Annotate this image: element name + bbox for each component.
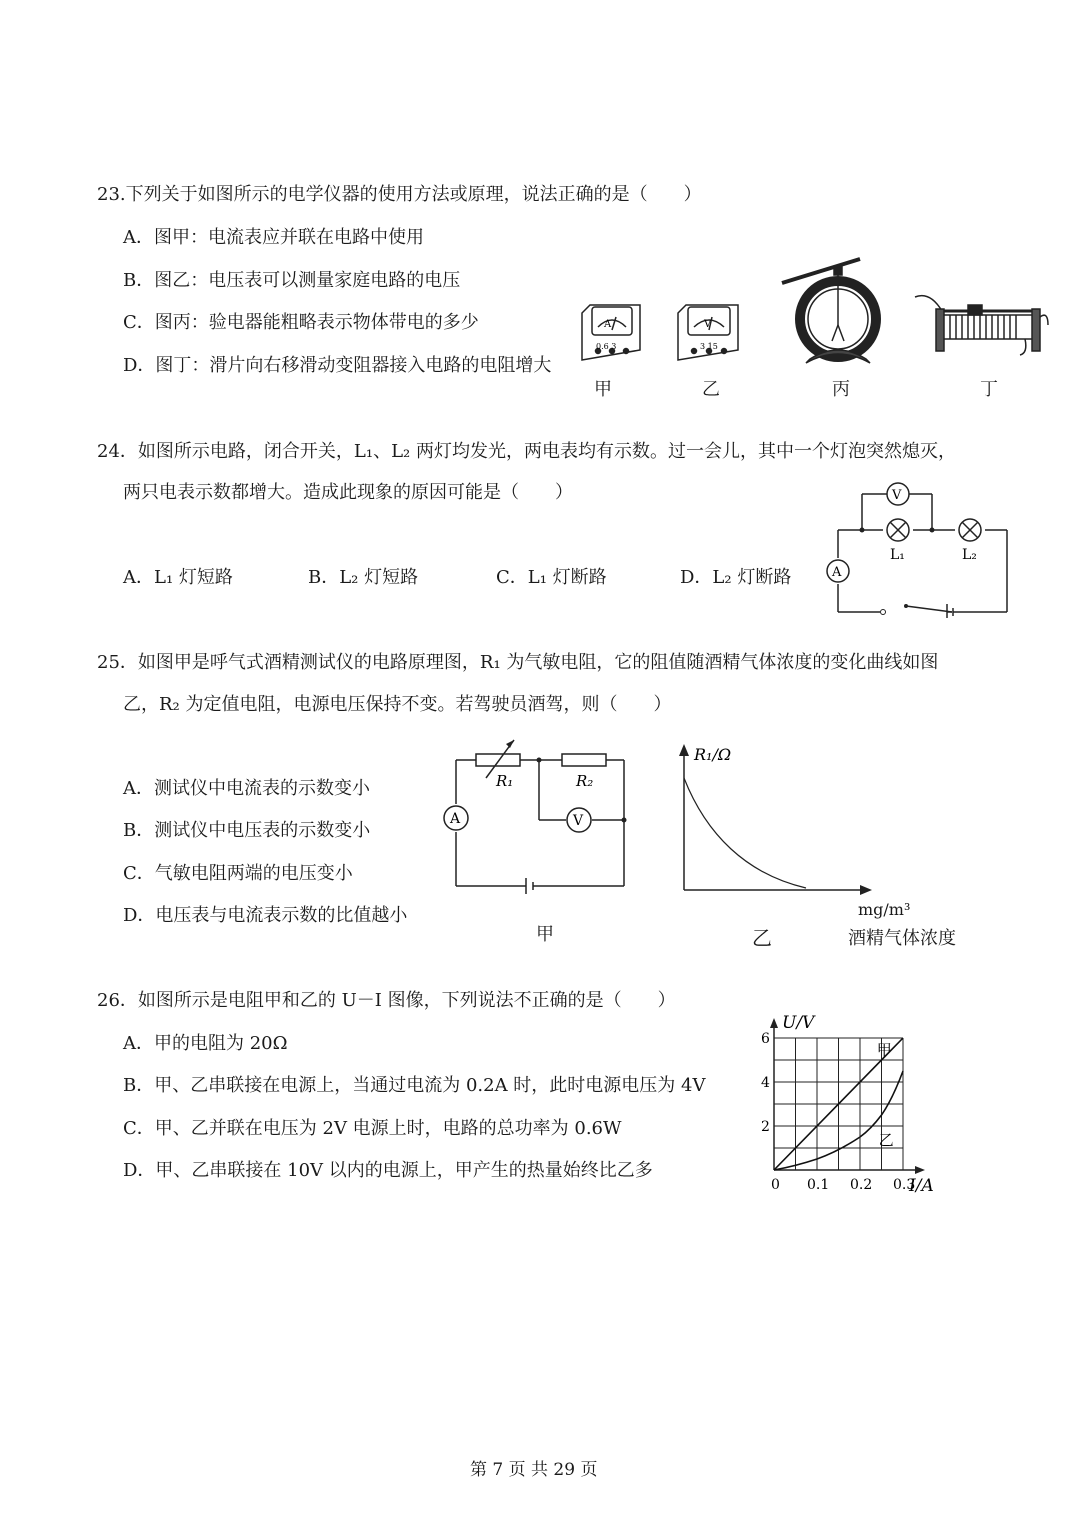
q24-stem-line2: 两只电表示数都增大。造成此现象的原因可能是（ ） bbox=[123, 482, 573, 503]
q25-graph-x-unit: mg/m³ bbox=[858, 900, 911, 919]
q25-graph-x-label: 酒精气体浓度 bbox=[848, 928, 956, 949]
q24-lamp-l1-label: L₁ bbox=[890, 547, 905, 563]
q23-label-bing: 丙 bbox=[832, 379, 850, 400]
q25-option-d: D．电压表与电流表示数的比值越小 bbox=[123, 905, 408, 926]
q25-stem-line2: 乙，R₂ 为定值电阻，电源电压保持不变。若驾驶员酒驾，则（ ） bbox=[123, 694, 672, 715]
y-tick-label: 2 bbox=[761, 1119, 770, 1135]
q25-option-c: C．气敏电阻两端的电压变小 bbox=[123, 863, 353, 884]
q23-option-a: A．图甲：电流表应并联在电路中使用 bbox=[123, 227, 424, 248]
q24-circuit-diagram bbox=[820, 478, 1020, 618]
q25-r2-resistor bbox=[562, 754, 606, 766]
q23-option-d: D．图丁：滑片向右移滑动变阻器接入电路的电阻增大 bbox=[123, 355, 552, 376]
q24-option-d: D．L₂ 灯断路 bbox=[680, 567, 792, 588]
q26-option-d: D．甲、乙串联接在 10V 以内的电源上，甲产生的热量始终比乙多 bbox=[123, 1160, 653, 1181]
q26-option-a: A．甲的电阻为 20Ω bbox=[123, 1033, 288, 1054]
x-tick-label: 0 bbox=[771, 1177, 780, 1193]
q25-circuit-label: 甲 bbox=[536, 924, 554, 945]
q25-graph-label: 乙 bbox=[752, 926, 772, 950]
ammeter-image bbox=[582, 305, 640, 360]
x-tick-label: 0.3 bbox=[893, 1177, 916, 1193]
q25-graph-y-label: R₁/Ω bbox=[694, 745, 732, 764]
q25-ammeter-symbol: A bbox=[450, 811, 461, 827]
series-label-jia: 甲 bbox=[876, 1041, 892, 1059]
q24-lamp-l2-label: L₂ bbox=[962, 547, 977, 563]
q26-stem: 26．如图所示是电阻甲和乙的 U－I 图像，下列说法不正确的是（ ） bbox=[97, 990, 676, 1011]
q25-resistance-graph bbox=[666, 738, 886, 903]
q24-option-b: B．L₂ 灯短路 bbox=[308, 567, 419, 588]
x-axis-label: I/A bbox=[909, 1176, 934, 1195]
y-tick-label: 4 bbox=[761, 1075, 770, 1091]
voltmeter-scale: 3 15 bbox=[700, 342, 718, 351]
q25-r2-label: R₂ bbox=[576, 772, 594, 790]
q24-option-c: C．L₁ 灯断路 bbox=[496, 567, 607, 588]
q23-label-jia: 甲 bbox=[594, 379, 612, 400]
y-axis-label: U/V bbox=[782, 1013, 815, 1033]
q24-stem-line1: 24．如图所示电路，闭合开关，L₁、L₂ 两灯均发光，两电表均有示数。过一会儿，其中一个灯泡突然熄灭， bbox=[97, 441, 956, 462]
q26-ui-graph bbox=[750, 1005, 960, 1195]
q25-voltmeter-symbol: V bbox=[573, 813, 584, 829]
q23-instruments-figure bbox=[570, 255, 1050, 405]
electroscope-image bbox=[782, 259, 876, 363]
q26-option-b: B．甲、乙串联接在电源上，当通过电流为 0.2A 时，此时电源电压为 4V bbox=[123, 1075, 706, 1096]
page-number: 第 7 页 共 29 页 bbox=[470, 1460, 598, 1480]
q24-lamp-l1 bbox=[887, 519, 909, 541]
rheostat-image bbox=[915, 296, 1048, 355]
ammeter-scale: 0.6 3 bbox=[596, 342, 617, 351]
q24-voltmeter-symbol: V bbox=[892, 488, 902, 503]
q24-ammeter-symbol: A bbox=[832, 565, 842, 580]
y-tick-label: 6 bbox=[761, 1031, 770, 1047]
y-axis-arrow bbox=[770, 1018, 778, 1028]
q24-option-a: A．L₁ 灯短路 bbox=[123, 567, 233, 588]
q25-r1-label: R₁ bbox=[496, 772, 514, 790]
series-label-yi: 乙 bbox=[878, 1131, 894, 1150]
q24-lamp-l2 bbox=[959, 519, 981, 541]
q25-r1-resistor bbox=[476, 754, 520, 766]
x-axis-arrow bbox=[915, 1166, 925, 1174]
q23-label-ding: 丁 bbox=[980, 379, 998, 400]
q25-option-b: B．测试仪中电压表的示数变小 bbox=[123, 820, 371, 841]
q23-label-yi: 乙 bbox=[702, 379, 720, 400]
voltmeter-image bbox=[678, 305, 738, 360]
x-tick-label: 0.1 bbox=[807, 1177, 830, 1193]
x-tick-label: 0.2 bbox=[850, 1177, 873, 1193]
q25-option-a: A．测试仪中电流表的示数变小 bbox=[123, 778, 370, 799]
q23-option-b: B．图乙：电压表可以测量家庭电路的电压 bbox=[123, 270, 461, 291]
q23-stem: 23.下列关于如图所示的电学仪器的使用方法或原理，说法正确的是（ ） bbox=[97, 184, 702, 205]
q26-option-c: C．甲、乙并联在电压为 2V 电源上时，电路的总功率为 0.6W bbox=[123, 1118, 622, 1139]
ammeter-symbol: A bbox=[604, 319, 612, 330]
q25-stem-line1: 25．如图甲是呼气式酒精测试仪的电路原理图，R₁ 为气敏电阻，它的阻值随酒精气体浓度的变化曲线如图 bbox=[97, 652, 939, 673]
q25-circuit-diagram bbox=[436, 738, 636, 898]
q23-option-c: C．图丙：验电器能粗略表示物体带电的多少 bbox=[123, 312, 479, 333]
voltmeter-symbol: V bbox=[704, 319, 712, 330]
